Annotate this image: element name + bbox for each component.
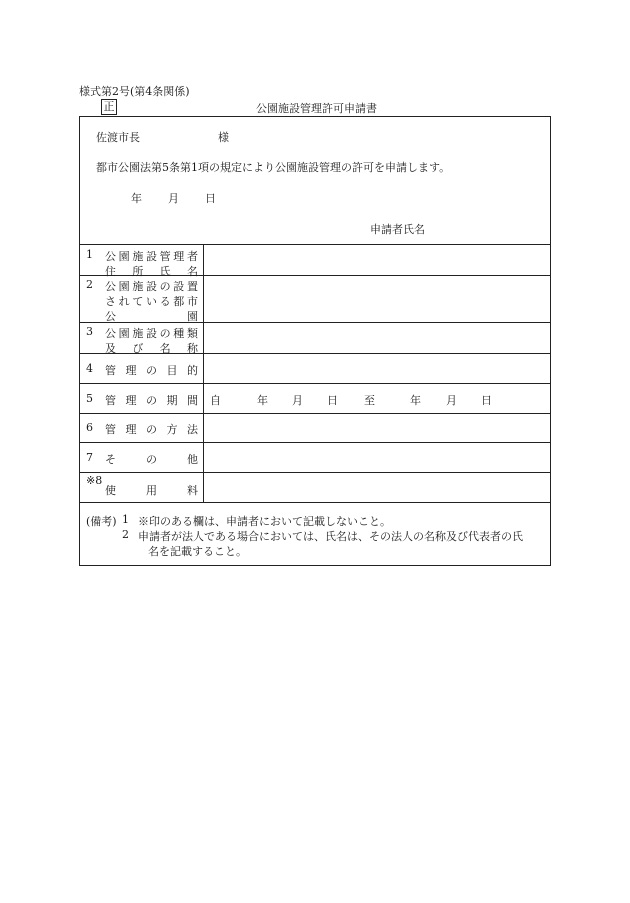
period-from-month: 月 — [292, 394, 303, 407]
row-number: 6 — [86, 421, 93, 434]
row-number: 1 — [86, 248, 93, 261]
period-to-day: 日 — [481, 394, 492, 407]
row-number: 5 — [86, 392, 93, 405]
period-from-day: 日 — [327, 394, 338, 407]
note-2-continuation: 名を記載すること。 — [148, 545, 247, 558]
date-day-label: 日 — [205, 192, 216, 205]
row-number: 4 — [86, 362, 93, 375]
period-from-year: 年 — [257, 394, 268, 407]
note-2-number: 2 — [122, 528, 129, 541]
applicant-name-label: 申請者氏名 — [370, 223, 425, 236]
row-number: 7 — [86, 451, 93, 464]
document-title: 公園施設管理許可申請書 — [256, 102, 377, 115]
addressee-honorific: 様 — [218, 131, 229, 144]
note-2-text: 申請者が法人である場合においては、氏名は、その法人の名称及び代表者の氏 — [138, 530, 523, 543]
application-statement: 都市公園法第5条第1項の規定により公園施設管理の許可を申請します。 — [96, 161, 451, 174]
application-form-frame: 佐渡市長 様 都市公園法第5条第1項の規定により公園施設管理の許可を申請します。 年 月 日 申請者氏名 1 公 園 施 設 管 理 者 住 所 氏 名 2 公 園 施 設 の 設 置 さ れ て い る 都 市 公 園 3 公 園 施 設 の 種 類 及 び 名 称 4 管 理 の 目 的 5 管 理 の 期 間 自 年 月 日 至 年 月 日 6 管 理 の 方 法 7 そ の 他 ※8 使 用 料 (備考) 1 ※印のある欄は、申請者において記載しないこと。 2 申請者が法人である場合においては、氏名は、その法人の名称及び代表者の氏 名を記載すること。 — [79, 116, 551, 566]
period-to-year: 年 — [410, 394, 421, 407]
date-year-label: 年 — [131, 192, 142, 205]
row-label-line: 公 園 施 設 管 理 者 — [105, 250, 198, 263]
date-month-label: 月 — [168, 192, 179, 205]
note-1-text: ※印のある欄は、申請者において記載しないこと。 — [138, 515, 391, 528]
row-number: 3 — [86, 325, 93, 338]
addressee: 佐渡市長 — [96, 131, 140, 144]
note-1-number: 1 — [122, 513, 129, 526]
original-copy-mark: 正 — [101, 99, 117, 115]
notes-label: (備考) — [86, 515, 117, 528]
period-to-month: 月 — [446, 394, 457, 407]
form-number-label: 様式第2号(第4条関係) — [79, 85, 190, 98]
row-label-line: 住 所 氏 名 — [105, 265, 198, 278]
period-from: 自 — [210, 394, 221, 407]
row-number: ※8 — [86, 474, 103, 487]
row-number: 2 — [86, 278, 93, 291]
period-to: 至 — [364, 394, 375, 407]
